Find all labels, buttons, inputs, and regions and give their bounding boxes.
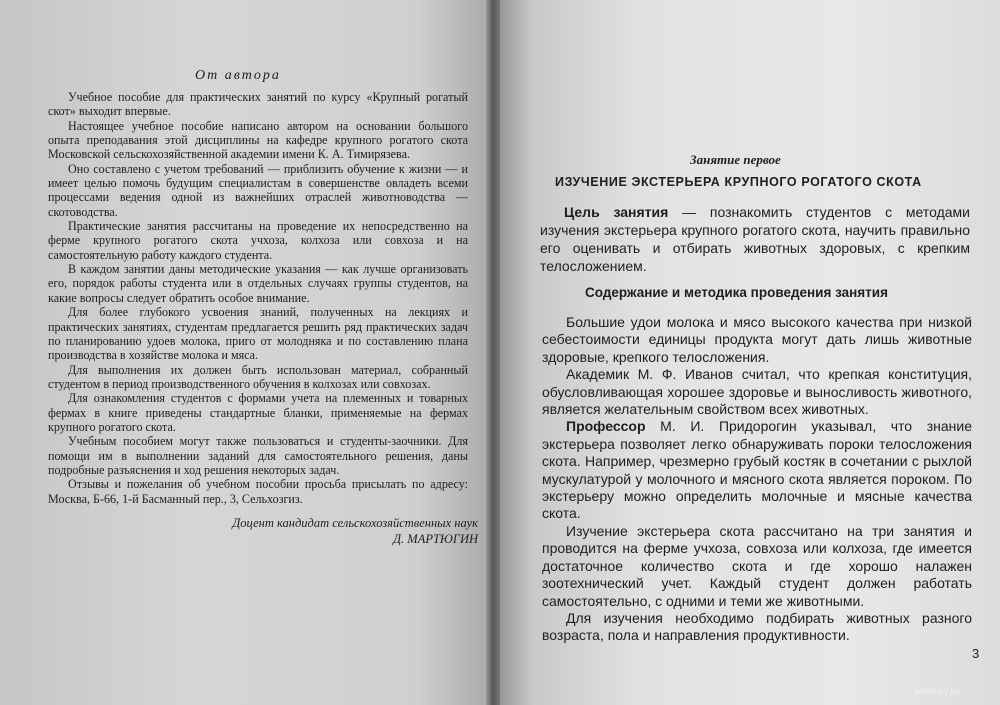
preface-paragraph: Оно составлено с учетом требований — приблизить обучение к жизни — и имеет целью помочь будущим специалистам в совершенстве овладеть всеми процессами ведения одной из важнейших отраслей животноводства — скотоводства. bbox=[48, 161, 468, 219]
preface-paragraph: В каждом занятии даны методические указания — как лучше организовать его, порядок работы студента или в отдельных случаях группы студентов, на какие вопросы следует обратить особое внимание. bbox=[48, 262, 468, 305]
preface-paragraph: Учебное пособие для практических занятий по курсу «Крупный рогатый скот» выходит впервые. bbox=[48, 90, 468, 119]
body-paragraph: Изучение экстерьера скота рассчитано на три занятия и проводится на ферме учхоза, совхоза или колхоза, где имеется достаточное количество скота и где хорошо налажен зоотехнический учет. Каждый студент должен работать самостоятельно, с одними и теми же животными. bbox=[542, 522, 972, 609]
preface-paragraph: Учебным пособием могут также пользоваться и студенты-заочники. Для помощи им в выполнении заданий для самостоятельного решения, даны подробные разъяснения и ход решения некоторых задач. bbox=[48, 434, 468, 477]
author-name: Д. МАРТЮГИН bbox=[393, 532, 478, 546]
professor-text: М. И. Придорогин указывал, что знание экстерьера позволяет легко обнаруживать пороки телосложения скота. Например, чрезмерно грубый костяк в сочетании с рыхлой мускулатурой у молочного и мясного скота является пороком. По экстерьеру можно определить молочные и мясные качества скота. bbox=[542, 418, 972, 522]
author-title: Доцент кандидат сельскохозяйственных наук bbox=[232, 516, 478, 530]
goal-text: — познакомить студентов с методами изучения экстерьера крупного рогатого скота, научить правильно его оценивать и отбирать животных здоровых, с крепким телосложением. bbox=[540, 204, 970, 274]
lesson-goal bbox=[540, 203, 970, 275]
body-paragraph: Для изучения необходимо подбирать животных разного возраста, пола и направления продуктивности. bbox=[542, 609, 972, 644]
goal-lead: Цель занятия bbox=[564, 204, 669, 220]
preface-paragraph: Для более глубокого усвоения знаний, полученных на лекциях и практических занятиях, студентам предлагается решить ряд практических задач по планированию удоев молока, приго от молодняка и по составлению плана производства в хозяйстве молока и мяса. bbox=[48, 305, 468, 363]
preface-paragraph: Для ознакомления студентов с формами учета на племенных и товарных фермах в книге приведены стандартные бланки, применяемые на фермах крупного рогатого скота. bbox=[48, 391, 468, 434]
lesson-body bbox=[542, 314, 972, 645]
preface-paragraph: Настоящее учебное пособие написано автором на основании большого опыта преподавания этой дисциплины на кафедре крупного рогатого скота Московской сельскохозяйственной академии имени К. А. Тимирязева. bbox=[48, 118, 468, 162]
professor-lead: Профессор bbox=[566, 418, 646, 435]
lesson-title: ИЗУЧЕНИЕ ЭКСТЕРЬЕРА КРУПНОГО РОГАТОГО СКОТА bbox=[555, 175, 922, 189]
body-paragraph: Большие удои молока и мясо высокого качества при низкой себестоимости единицы продукта могут дать лишь животные здоровые, крепкого телосложения. bbox=[542, 314, 972, 365]
lesson-label: Занятие первое bbox=[690, 152, 781, 167]
watermark-text: www.ay.by bbox=[914, 686, 962, 697]
section-heading: Содержание и методика проведения занятия bbox=[585, 285, 888, 300]
left-page bbox=[0, 0, 492, 705]
book-gutter bbox=[486, 0, 500, 705]
preface-body bbox=[48, 90, 468, 506]
body-paragraph: Академик М. Ф. Иванов считал, что крепкая конституция, обусловливающая хорошее здоровье и выносливость животного, является желательным свойством всех животных. bbox=[542, 366, 972, 418]
preface-paragraph: Практические занятия рассчитаны на проведение их непосредственно на ферме крупного рогатого скота учхоза, колхоза или совхоза и на самостоятельную работу каждого студента. bbox=[48, 219, 468, 262]
body-paragraph bbox=[542, 418, 972, 522]
page-number: 3 bbox=[972, 646, 980, 661]
preface-paragraph: Отзывы и пожелания об учебном пособии просьба присылать по адресу: Москва, Б-66, 1-й Басманный пер., 3, Сельхозгиз. bbox=[48, 477, 468, 506]
preface-heading: От автора bbox=[195, 68, 281, 83]
preface-paragraph: Для выполнения их должен быть использован материал, собранный студентом в период производственного обучения в колхозах или совхозах. bbox=[48, 362, 468, 391]
author-signature bbox=[198, 515, 478, 547]
goal-paragraph bbox=[540, 203, 970, 275]
